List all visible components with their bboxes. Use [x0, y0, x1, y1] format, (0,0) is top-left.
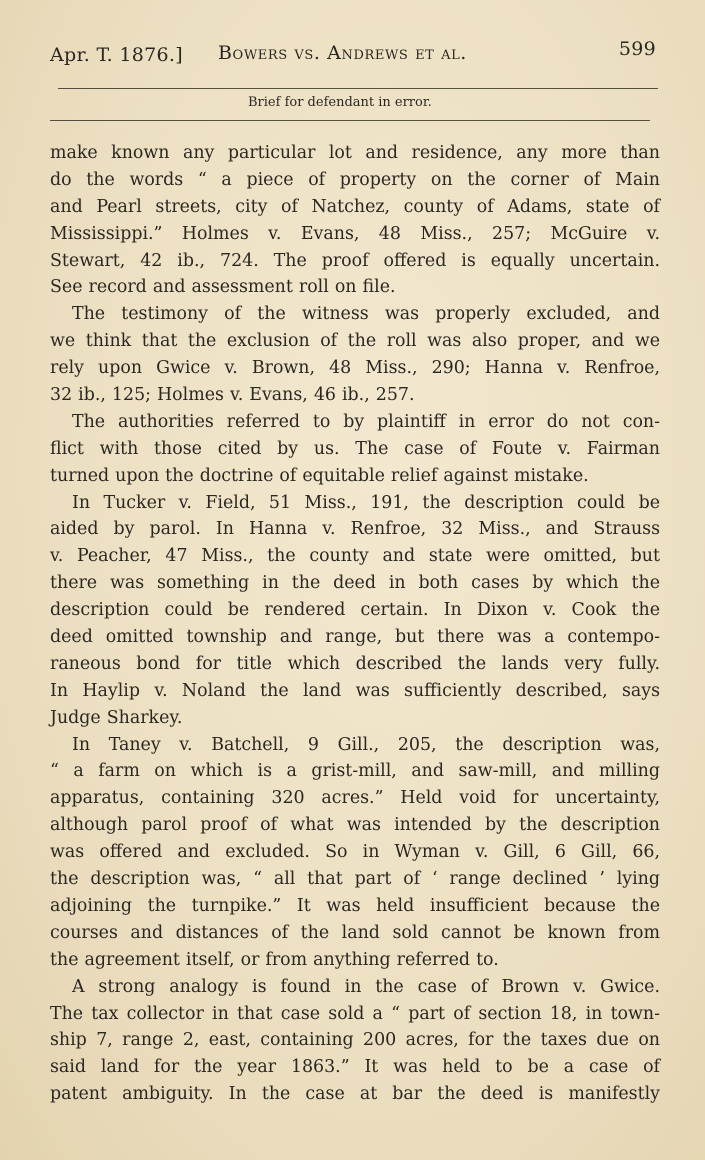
- text-line: The tax collector in that case sold a “ part of section 18, in town-: [50, 1003, 660, 1024]
- text-line: there was something in the deed in both cases by which the: [50, 573, 660, 594]
- page-number: 599: [618, 38, 656, 60]
- book-page: [50, 36, 660, 1105]
- text-line: ship 7, range 2, east, containing 200 acres, for the taxes due on: [50, 1030, 660, 1051]
- text-line: make known any particular lot and residence, any more than: [50, 143, 660, 163]
- text-line: adjoining the turnpike.” It was held insufficient because the: [50, 895, 660, 916]
- text-line: 32 ib., 125; Holmes v. Evans, 46 ib., 257.: [50, 385, 415, 406]
- text-line: The testimony of the witness was properly excluded, and: [72, 304, 660, 325]
- text-line: See record and assessment roll on file.: [50, 277, 396, 298]
- case-title: Bowers vs. Andrews et al.: [218, 42, 467, 64]
- text-line: In Tucker v. Field, 51 Miss., 191, the description could be: [72, 492, 660, 513]
- header-rule-bottom: [50, 120, 650, 121]
- text-line: was offered and excluded. So in Wyman v. Gill, 6 Gill, 66,: [50, 842, 660, 863]
- text-line: courses and distances of the land sold cannot be known from: [50, 922, 660, 943]
- text-line: “ a farm on which is a grist-mill, and saw-mill, and milling: [50, 761, 660, 782]
- text-line: the agreement itself, or from anything referred to.: [50, 949, 499, 970]
- text-line: do the words “ a piece of property on the corner of Main: [50, 169, 660, 190]
- text-line: Judge Sharkey.: [50, 707, 183, 728]
- text-line: In Haylip v. Noland the land was sufficiently described, says: [50, 680, 660, 701]
- text-line: said land for the year 1863.” It was held to be a case of: [50, 1057, 660, 1078]
- text-line: Mississippi.” Holmes v. Evans, 48 Miss., 257; McGuire v.: [50, 223, 660, 244]
- text-line: and Pearl streets, city of Natchez, county of Adams, state of: [50, 196, 660, 217]
- text-line: flict with those cited by us. The case of Foute v. Fairman: [50, 438, 660, 459]
- text-line: the description was, “ all that part of ‘ range declined ’ lying: [50, 869, 660, 890]
- header-rule-top: [58, 88, 658, 89]
- text-line: we think that the exclusion of the roll was also proper, and we: [50, 331, 660, 352]
- text-line: description could be rendered certain. In Dixon v. Cook the: [50, 600, 660, 621]
- text-line: v. Peacher, 47 Miss., the county and state were omitted, but: [50, 546, 660, 567]
- text-line: The authorities referred to by plaintiff in error do not con-: [72, 411, 660, 432]
- text-line: patent ambiguity. In the case at bar the deed is manifestly: [50, 1084, 660, 1105]
- text-line: rely upon Gwice v. Brown, 48 Miss., 290; Hanna v. Renfroe,: [50, 358, 660, 379]
- text-line: In Taney v. Batchell, 9 Gill., 205, the description was,: [72, 734, 660, 755]
- text-line: raneous bond for title which described the lands very fully.: [50, 653, 660, 674]
- brief-subheading: Brief for defendant in error.: [248, 95, 432, 110]
- term-label: Apr. T. 1876.]: [50, 44, 183, 66]
- running-head: [50, 36, 660, 72]
- text-line: although parol proof of what was intended by the description: [50, 815, 660, 836]
- text-line: aided by parol. In Hanna v. Renfroe, 32 Miss., and Strauss: [50, 519, 660, 540]
- text-line: apparatus, containing 320 acres.” Held void for uncertainty,: [50, 788, 660, 809]
- text-line: Stewart, 42 ib., 724. The proof offered is equally uncertain.: [50, 250, 660, 271]
- text-line: turned upon the doctrine of equitable relief against mistake.: [50, 465, 589, 486]
- text-line: deed omitted township and range, but there was a contempo-: [50, 627, 660, 648]
- text-line: A strong analogy is found in the case of Brown v. Gwice.: [72, 976, 660, 997]
- body-text: [50, 140, 660, 1108]
